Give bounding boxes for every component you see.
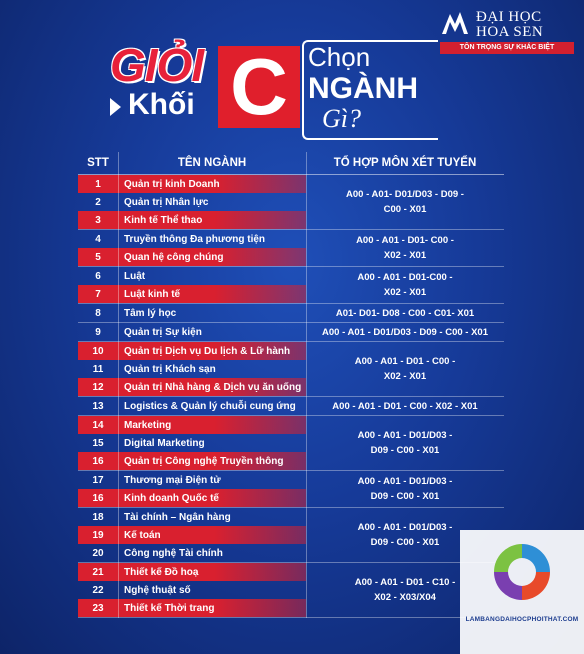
row-major-name: Luật xyxy=(124,270,146,282)
table-row xyxy=(78,563,306,581)
headline-c: C xyxy=(230,42,288,131)
row-stt: 6 xyxy=(95,270,101,282)
row-stt: 12 xyxy=(92,381,104,393)
watermark-text: LAMBANGDAIHOCPHOITHAT.COM xyxy=(465,616,579,623)
table-row xyxy=(78,248,306,266)
row-stt: 9 xyxy=(95,326,101,338)
row-major-name: Luật kinh tế xyxy=(124,288,181,300)
major-group xyxy=(78,471,504,508)
major-group xyxy=(78,175,504,230)
subject-combo: A00 - A01 - D01/D03 - D09 - C00 - X01 xyxy=(357,522,453,548)
header-subject-combo: TỔ HỢP MÔN XÉT TUYỂN xyxy=(333,157,477,169)
row-stt: 10 xyxy=(92,345,104,357)
swirl-logo-icon xyxy=(490,540,554,604)
subject-combo: A01- D01- D08 - C00 - C01- X01 xyxy=(335,307,475,319)
row-major-name: Truyền thông Đa phương tiện xyxy=(124,233,266,245)
table-row xyxy=(78,285,306,303)
row-stt: 14 xyxy=(92,419,104,431)
table-row xyxy=(78,230,306,248)
row-major-name: Quản trị Dịch vụ Du lịch & Lữ hành xyxy=(124,345,291,357)
major-group xyxy=(78,563,504,618)
table-row xyxy=(78,267,306,285)
row-stt: 16 xyxy=(92,455,104,467)
table-row xyxy=(78,175,306,193)
row-stt: 8 xyxy=(95,307,101,319)
subject-combo: A00 - A01 - D01-C00 - X02 - X01 xyxy=(357,272,453,298)
row-major-name: Quản trị Công nghệ Truyền thông xyxy=(124,455,284,467)
major-group xyxy=(78,323,504,342)
watermark xyxy=(460,530,584,654)
row-major-name: Thiết kế Thời trang xyxy=(124,602,215,614)
major-group xyxy=(78,230,504,267)
row-stt: 21 xyxy=(92,566,104,578)
headline-gioi: GIỎI xyxy=(110,39,204,91)
row-stt: 11 xyxy=(92,363,104,375)
column-divider xyxy=(306,152,307,618)
row-stt: 4 xyxy=(95,233,101,245)
brand-name-line2: HOA SEN xyxy=(476,24,544,40)
major-group xyxy=(78,416,504,471)
table-row xyxy=(78,544,306,562)
row-major-name: Quản trị Nhân lực xyxy=(124,196,209,208)
major-group xyxy=(78,508,504,563)
subject-combo: A00 - A01 - D01/D03 - D09 - C00 - X01 xyxy=(322,326,488,338)
table-row xyxy=(78,471,306,489)
subject-combo: A00 - A01- D01/D03 - D09 - C00 - X01 xyxy=(346,189,464,215)
subject-combo: A00 - A01 - D01 - C00 - X02 - X01 xyxy=(332,400,478,412)
row-major-name: Kế toán xyxy=(124,529,161,541)
table-row xyxy=(78,397,306,415)
table-row xyxy=(78,211,306,229)
table-row xyxy=(78,342,306,360)
row-stt: 23 xyxy=(92,602,104,614)
table-row xyxy=(78,416,306,434)
subject-combo: A00 - A01 - D01 - C00 - X02 - X01 xyxy=(354,356,456,382)
brand-slogan: TÔN TRỌNG SỰ KHÁC BIỆT xyxy=(440,42,574,54)
row-major-name: Logistics & Quản lý chuỗi cung ứng xyxy=(124,400,296,412)
table-row xyxy=(78,193,306,211)
table-row xyxy=(78,581,306,599)
headline-chon: Chọn xyxy=(308,42,371,72)
table-row xyxy=(78,599,306,617)
table-row xyxy=(78,323,306,341)
table-row xyxy=(78,360,306,378)
row-major-name: Quản trị Nhà hàng & Dịch vụ ăn uống xyxy=(124,381,302,393)
major-group xyxy=(78,267,504,304)
brand-name-line1: ĐẠI HỌC xyxy=(476,9,542,25)
play-arrow-icon xyxy=(110,98,121,116)
header-major-name: TÊN NGÀNH xyxy=(177,157,247,169)
table-row xyxy=(78,304,306,322)
major-group xyxy=(78,304,504,323)
row-stt: 16 xyxy=(92,492,104,504)
subject-combo: A00 - A01 - D01/D03 - D09 - C00 - X01 xyxy=(357,430,453,456)
row-major-name: Công nghệ Tài chính xyxy=(124,547,223,559)
headline xyxy=(100,38,460,148)
row-stt: 2 xyxy=(95,196,101,208)
row-major-name: Nghệ thuật số xyxy=(124,584,191,596)
headline-c-box xyxy=(218,42,300,131)
headline-gi: Gì? xyxy=(322,104,361,133)
row-stt: 17 xyxy=(92,474,104,486)
row-stt: 19 xyxy=(92,529,104,541)
row-major-name: Digital Marketing xyxy=(124,437,205,449)
row-stt: 3 xyxy=(95,214,101,226)
column-divider xyxy=(118,152,119,618)
majors-table xyxy=(78,152,504,618)
row-stt: 5 xyxy=(95,251,101,263)
row-major-name: Quản trị Khách sạn xyxy=(124,363,216,375)
table-row xyxy=(78,434,306,452)
headline-nganh: NGÀNH xyxy=(308,72,418,105)
row-major-name: Quan hệ công chúng xyxy=(124,251,224,263)
table-row xyxy=(78,526,306,544)
subject-combo: A00 - A01 - D01/D03 - D09 - C00 - X01 xyxy=(357,476,453,502)
row-major-name: Kinh doanh Quốc tế xyxy=(124,492,219,504)
row-stt: 18 xyxy=(92,511,104,523)
row-stt: 22 xyxy=(92,584,104,596)
table-row xyxy=(78,508,306,526)
header-stt: STT xyxy=(87,157,109,169)
major-group xyxy=(78,342,504,397)
headline-khoi: Khối xyxy=(128,88,195,121)
table-row xyxy=(78,452,306,470)
subject-combo: A00 - A01 - D01 - C10 - X02 - X03/X04 xyxy=(354,577,456,603)
table-row xyxy=(78,378,306,396)
row-stt: 13 xyxy=(92,400,104,412)
row-major-name: Tâm lý học xyxy=(124,307,177,319)
row-major-name: Thiết kế Đồ hoạ xyxy=(124,566,199,578)
row-major-name: Kinh tế Thể thao xyxy=(124,214,203,226)
row-major-name: Quản trị kinh Doanh xyxy=(124,178,220,190)
table-body xyxy=(78,175,504,618)
row-major-name: Quản trị Sự kiện xyxy=(124,326,202,338)
major-group xyxy=(78,397,504,416)
row-stt: 7 xyxy=(95,288,101,300)
table-row xyxy=(78,489,306,507)
table-header xyxy=(78,152,504,175)
row-major-name: Marketing xyxy=(124,419,172,431)
row-major-name: Tài chính – Ngân hàng xyxy=(124,511,231,523)
mountain-logo-icon xyxy=(440,8,470,36)
row-stt: 15 xyxy=(92,437,104,449)
row-stt: 1 xyxy=(95,178,101,190)
subject-combo: A00 - A01 - D01- C00 - X02 - X01 xyxy=(356,235,454,261)
row-stt: 20 xyxy=(92,547,104,559)
row-major-name: Thương mại Điện tử xyxy=(124,474,221,486)
